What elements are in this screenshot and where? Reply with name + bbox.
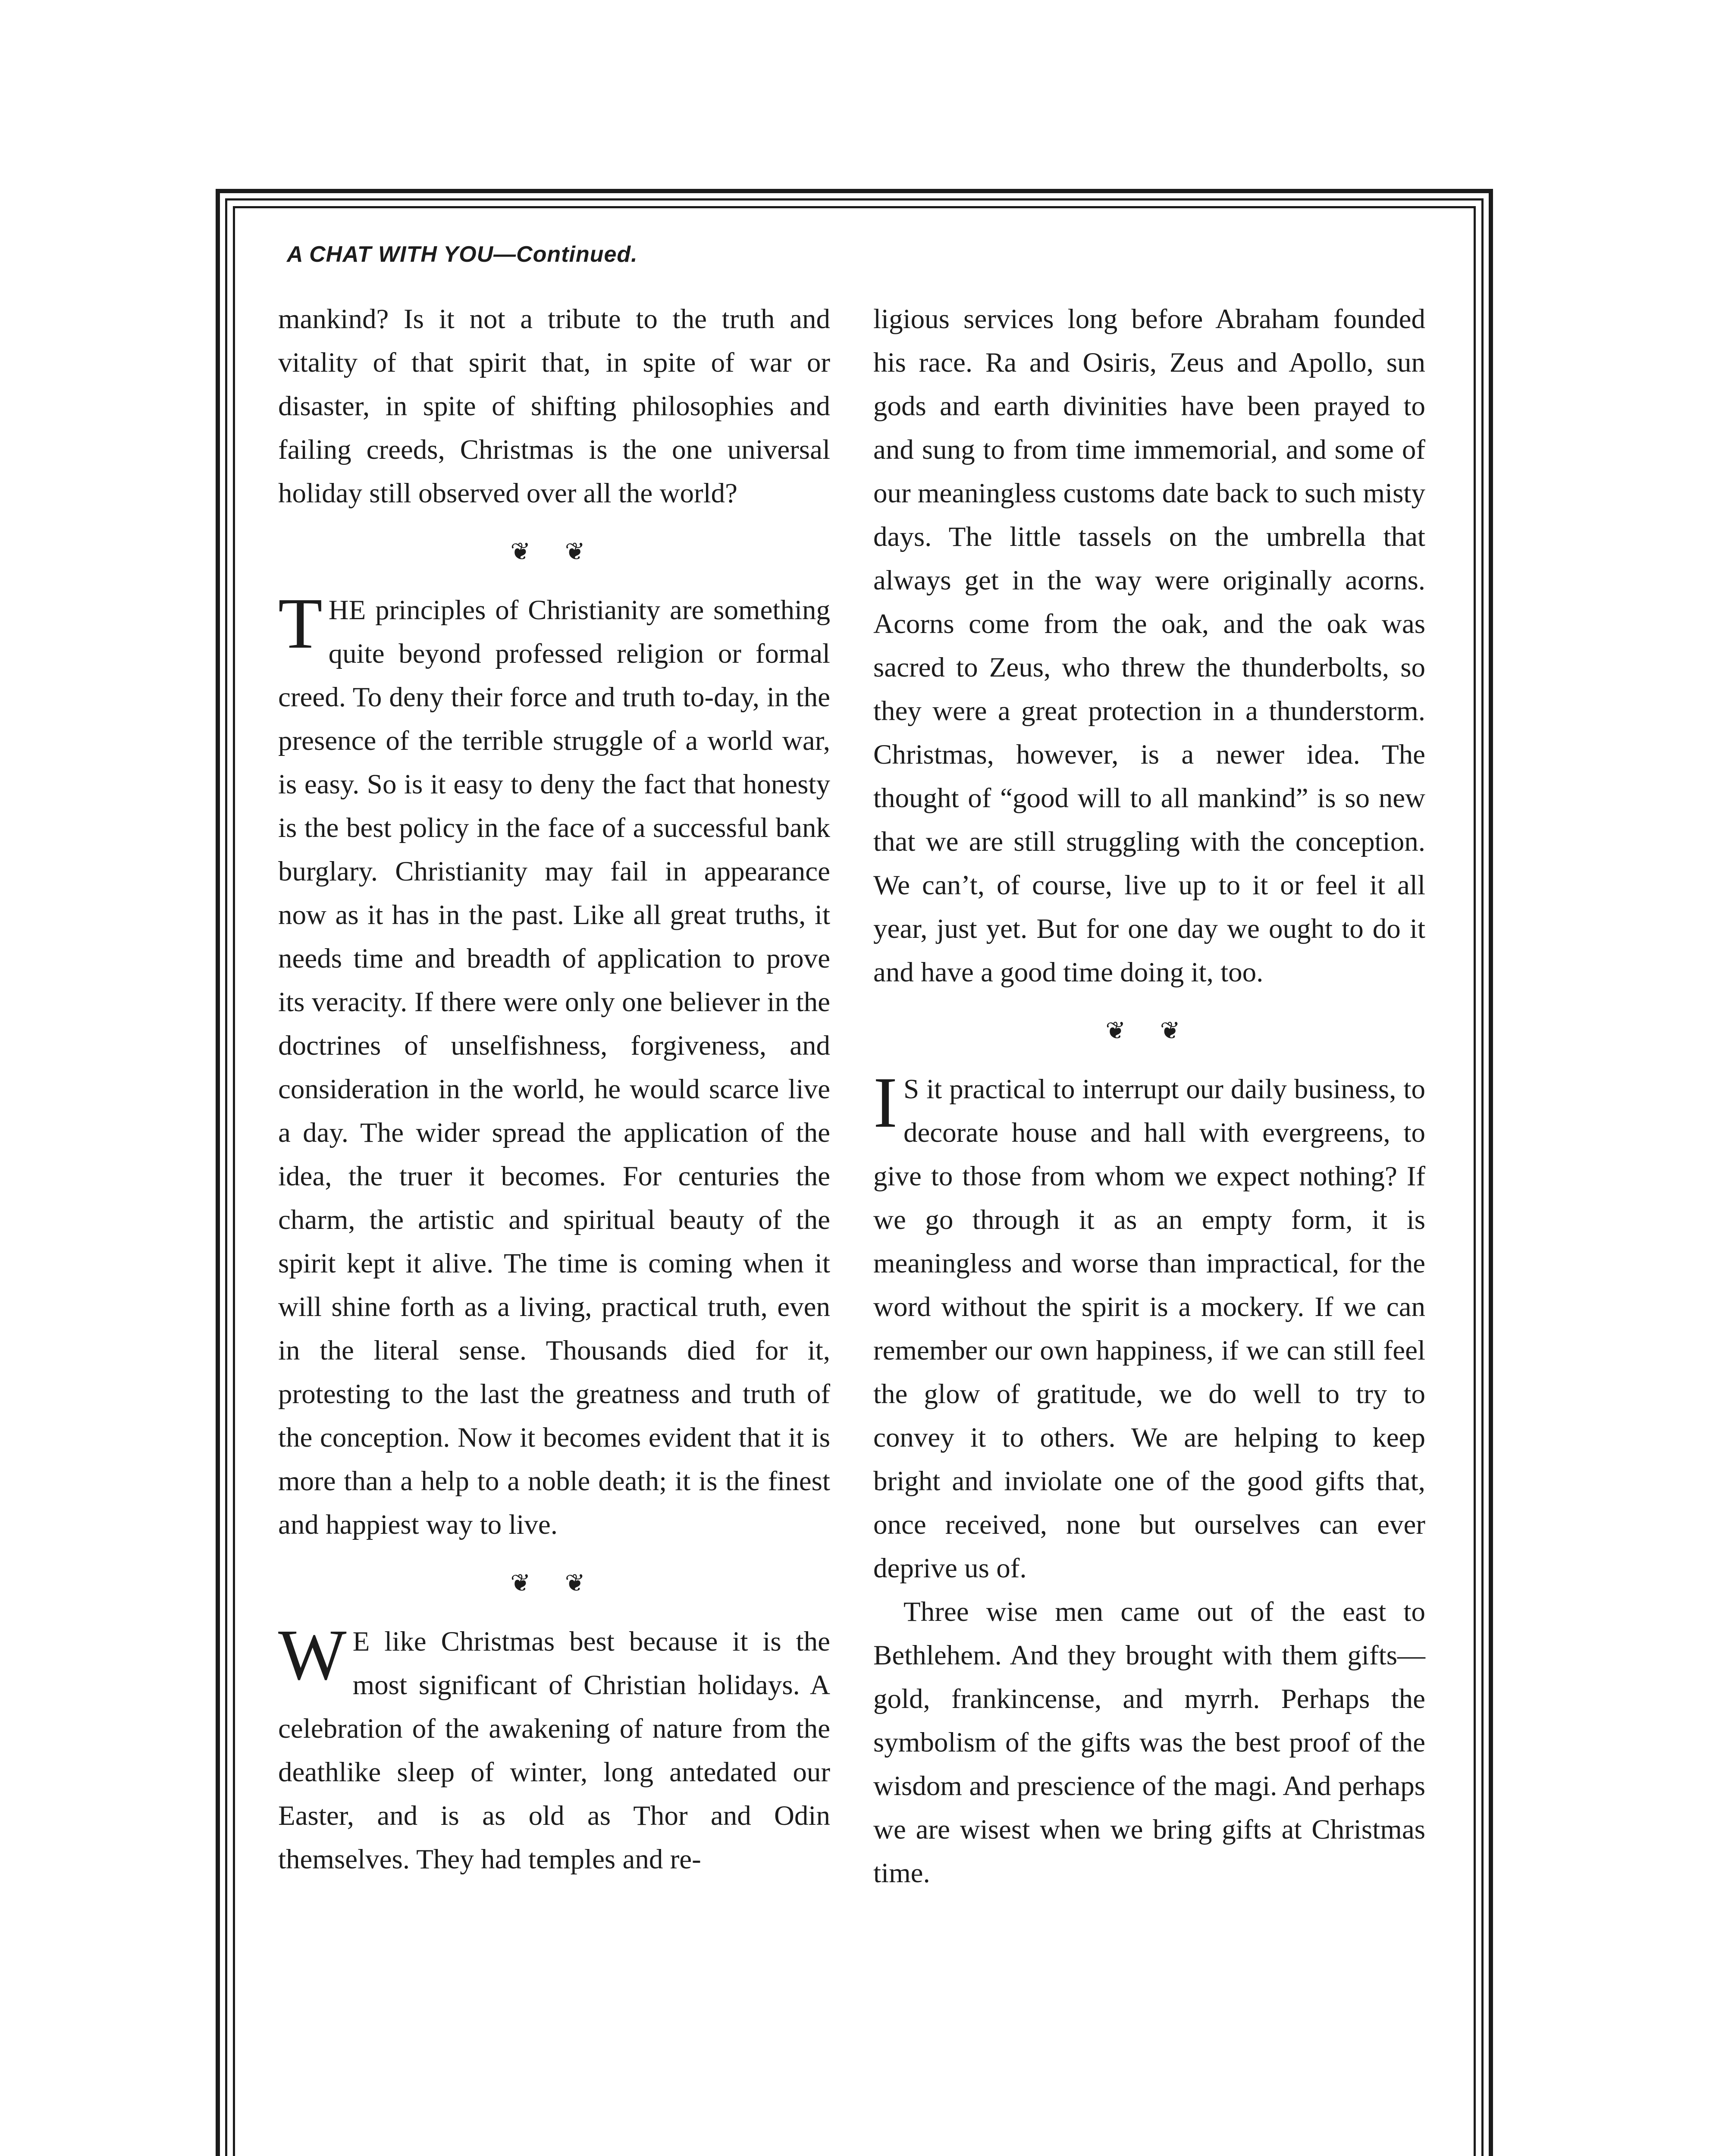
- section-ornament: ❦ ❦: [510, 1569, 598, 1597]
- right-paragraph-1: ligious services long before Abraham founded his race. Ra and Osiris, Zeus and Apollo, sun gods and earth divinities have been prayed to and sung to from time immemorial, and some of our meaningless customs date back to such misty days. The little tassels on the umbrella that always get in the way were originally acorns. Acorns come from the oak, and the oak was sacred to Zeus, who threw the thunderbolts, so they were a great protection in a thunderstorm. Christmas, however, is a newer idea. The thought of “good will to all mankind” is so new that we are still struggling with the conception. We can’t, of course, live up to it or feel it all year, just yet. But for one day we ought to do it and have a good time doing it, too.: [873, 304, 1425, 988]
- section-ornament: ❦ ❦: [1105, 1017, 1193, 1045]
- left-paragraph-1: mankind? Is it not a tribute to the truth and vitality of that spirit that, in spite of war or disaster, in spite of shifting philosophies and failing creeds, Christmas is the one universal holiday still observed over all the world?: [278, 304, 830, 509]
- left-column: [278, 298, 830, 1881]
- left-paragraph-3: [278, 1615, 830, 1881]
- right-paragraph-2-text: S it practical to interrupt our daily business, to decorate house and hall with evergreens, to give to those from whom we expect nothing? If we go through it as an empty form, it is meaningless and worse than impractical, for the word without the spirit is a mockery. If we can remember our own happiness, if we can still feel the glow of gratitude, we do well to try to convey it to others. We are helping to keep bright and inviolate one of the good gifts that, once received, none but ourselves can ever deprive us of.: [873, 1074, 1425, 1584]
- left-paragraph-2-text: HE principles of Christianity are something quite beyond professed religion or formal creed. To deny their force and truth to-day, in the presence of the terrible struggle of a world war, is easy. So is it easy to deny the fact that honesty is the best policy in the face of a successful bank burglary. Christianity may fail in appearance now as it has in the past. Like all great truths, it needs time and breadth of application to prove its veracity. If there were only one believer in the doctrines of unselfishness, forgiveness, and consideration in the world, he would scarce live a day. The wider spread the application of the idea, the truer it becomes. For centuries the charm, the artistic and spiritual beauty of the spirit kept it alive. The time is coming when it will shine forth as a living, practical truth, even in the literal sense. Thousands died for it, protesting to the last the greatness and truth of the conception. Now it becomes evident that it is more than a help to a noble death; it is the finest and happiest way to live.: [278, 595, 830, 1540]
- right-column: [873, 298, 1425, 1895]
- left-paragraph-2: [278, 583, 830, 1547]
- drop-cap: W: [278, 1615, 347, 1695]
- right-paragraph-3: Three wise men came out of the east to Bethlehem. And they brought with them gifts—gold, frankincense, and myrrh. Perhaps the symbolism of the gifts was the best proof of the wisdom and prescience of the magi. And perhaps we are wisest when we bring gifts at Christmas time.: [873, 1596, 1425, 1889]
- running-head: A CHAT WITH YOU—Continued.: [287, 242, 638, 267]
- drop-cap: I: [873, 1062, 897, 1143]
- section-ornament: ❦ ❦: [510, 538, 598, 566]
- right-paragraph-2: [873, 1062, 1425, 1590]
- drop-cap: T: [278, 583, 323, 664]
- left-paragraph-3-text: E like Christmas best because it is the most significant of Christian holidays. A celebration of the awakening of nature from the deathlike sleep of winter, long antedated our Easter, and is as old as Thor and Odin themselves. They had temples and re-: [278, 1626, 830, 1875]
